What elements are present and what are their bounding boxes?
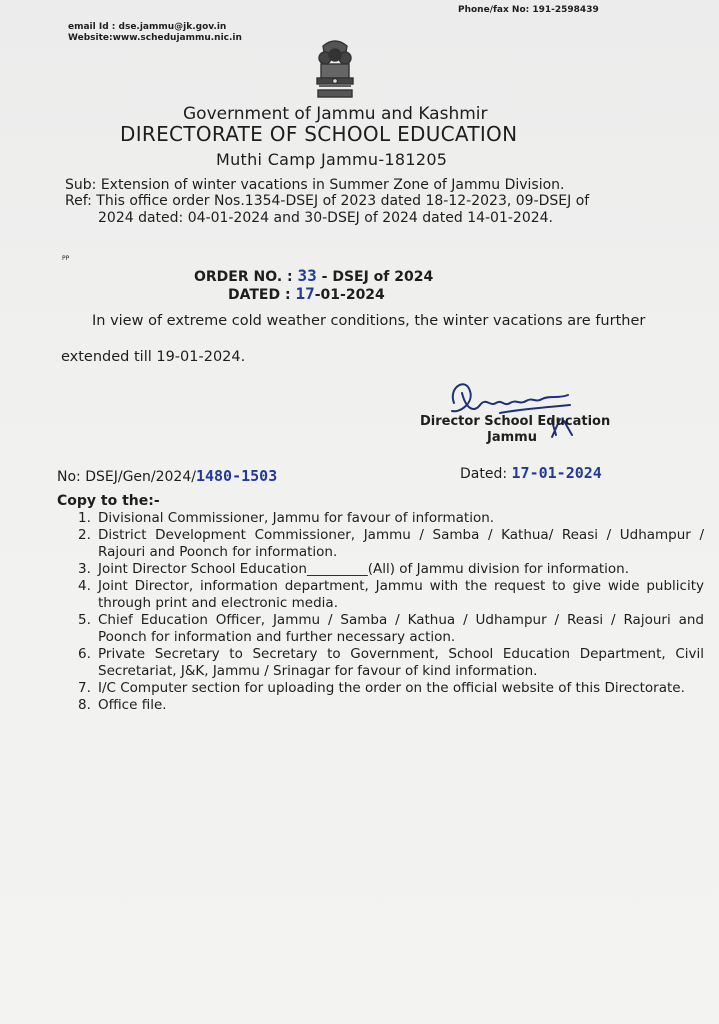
order-label: ORDER NO. : [194,269,293,285]
dispatch-date-handwritten: 17-01-2024 [511,464,602,482]
list-item: 2. District Development Commissioner, Jammu / Samba / Kathua/ Reasi / Udhampur / Rajouri and Poonch for information. [78,527,704,560]
order-number-handwritten: 33 [297,266,317,285]
body-line-1: In view of extreme cold weather conditions, the winter vacations are further [92,313,646,329]
order-date-line [228,284,385,303]
dispatch-dated-label: Dated: [460,466,508,482]
list-item: 4. Joint Director, information department, Jammu with the request to give wide publicity through print and electronic media. [78,578,704,611]
list-item: 1. Divisional Commissioner, Jammu for favour of information. [78,510,495,526]
website-line: Website:www.schedujammu.nic.in [68,33,242,43]
dated-suffix: -01-2024 [314,287,385,303]
order-suffix: - DSEJ of 2024 [321,269,434,285]
list-item: 7. I/C Computer section for uploading the order on the official website of this Directorate. [78,680,685,696]
directorate-title: DIRECTORATE OF SCHOOL EDUCATION [120,122,518,146]
state-emblem-icon [309,38,361,100]
list-item: 8. Office file. [78,697,167,713]
dispatch-date-line [460,464,602,482]
dispatch-number-handwritten: 1480-1503 [195,467,278,485]
government-title: Government of Jammu and Kashmir [183,104,488,124]
email-line: email Id : dse.jammu@jk.gov.in [68,22,227,32]
dated-label: DATED : [228,287,291,303]
dispatch-number-prefix: No: DSEJ/Gen/2024/ [57,469,196,485]
subject-line: Sub: Extension of winter vacations in Summer Zone of Jammu Division. [65,177,565,193]
reference-line-2: 2024 dated: 04-01-2024 and 30-DSEJ of 2024 dated 14-01-2024. [98,210,553,226]
order-number-line [194,266,433,285]
body-line-2: extended till 19-01-2024. [61,349,246,365]
signatory-place: Jammu [487,430,537,445]
signatory-designation: Director School Education [420,414,611,429]
margin-note: PP [62,255,70,262]
dated-day-handwritten: 17 [295,284,315,303]
phone-fax: Phone/fax No: 191-2598439 [458,5,599,15]
reference-line-1: Ref: This office order Nos.1354-DSEJ of 2023 dated 18-12-2023, 09-DSEJ of [65,193,590,209]
directorate-address: Muthi Camp Jammu-181205 [216,150,448,169]
copy-to-heading: Copy to the:- [57,493,160,509]
list-item: 6. Private Secretary to Secretary to Government, School Education Department, Civil Secretariat, J&K, Jammu / Srinagar for favour of kind information. [78,646,704,679]
copy-to-list [78,510,704,714]
list-item: 5. Chief Education Officer, Jammu / Samba / Kathua / Udhampur / Reasi / Rajouri and Poonch for information and further necessary action. [78,612,704,645]
dispatch-number-line [57,467,277,485]
list-item: 3. Joint Director School Education_________(All) of Jammu division for information. [78,561,630,577]
